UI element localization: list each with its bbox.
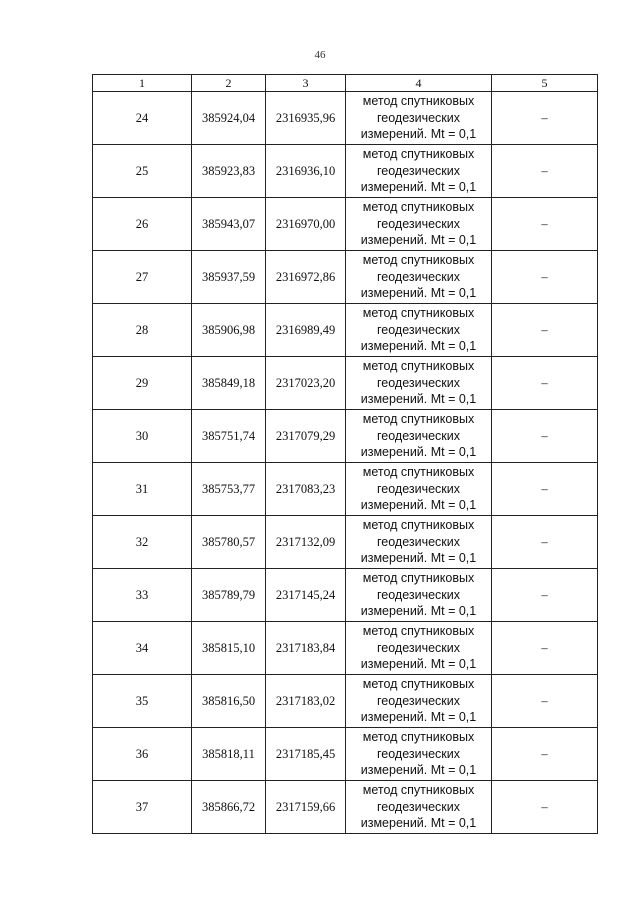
table-row	[93, 728, 598, 781]
method-line: геодезических	[376, 216, 460, 231]
x-coordinate-cell: 385816,50	[192, 675, 266, 728]
method-line: геодезических	[376, 110, 460, 125]
note-cell: –	[492, 622, 598, 675]
note-cell: –	[492, 92, 598, 145]
x-coordinate-cell: 385818,11	[192, 728, 266, 781]
table-row	[93, 92, 598, 145]
method-cell	[346, 781, 492, 834]
method-line: геодезических	[376, 799, 460, 814]
column-header-4: 4	[346, 75, 492, 92]
point-number-cell: 37	[93, 781, 192, 834]
point-number-cell: 36	[93, 728, 192, 781]
y-coordinate-cell: 2316989,49	[266, 304, 346, 357]
point-number-cell: 25	[93, 145, 192, 198]
point-number-cell: 33	[93, 569, 192, 622]
method-line: измерений. Mt = 0,1	[360, 551, 477, 566]
column-header-2: 2	[192, 75, 266, 92]
table-row	[93, 622, 598, 675]
point-number-cell: 27	[93, 251, 192, 304]
point-number-cell: 28	[93, 304, 192, 357]
method-line: метод спутниковых	[362, 147, 475, 162]
point-number-cell: 34	[93, 622, 192, 675]
method-line: геодезических	[376, 375, 460, 390]
page-number: 46	[314, 49, 326, 61]
method-line: измерений. Mt = 0,1	[360, 445, 477, 460]
note-cell: –	[492, 304, 598, 357]
note-cell: –	[492, 675, 598, 728]
coordinates-table	[92, 74, 598, 834]
method-line: метод спутниковых	[362, 730, 475, 745]
note-cell: –	[492, 145, 598, 198]
x-coordinate-cell: 385815,10	[192, 622, 266, 675]
method-line: метод спутниковых	[362, 624, 475, 639]
method-line: геодезических	[376, 693, 460, 708]
x-coordinate-cell: 385943,07	[192, 198, 266, 251]
method-cell	[346, 569, 492, 622]
method-cell	[346, 92, 492, 145]
method-line: измерений. Mt = 0,1	[360, 233, 477, 248]
x-coordinate-cell: 385789,79	[192, 569, 266, 622]
point-number-cell: 31	[93, 463, 192, 516]
method-cell	[346, 198, 492, 251]
y-coordinate-cell: 2317079,29	[266, 410, 346, 463]
table-row	[93, 304, 598, 357]
method-cell	[346, 410, 492, 463]
method-line: геодезических	[376, 428, 460, 443]
table-row	[93, 145, 598, 198]
note-cell: –	[492, 410, 598, 463]
y-coordinate-cell: 2317083,23	[266, 463, 346, 516]
y-coordinate-cell: 2316972,86	[266, 251, 346, 304]
point-number-cell: 26	[93, 198, 192, 251]
note-cell: –	[492, 781, 598, 834]
table-row	[93, 251, 598, 304]
method-line: метод спутниковых	[362, 677, 475, 692]
point-number-cell: 35	[93, 675, 192, 728]
table-row	[93, 198, 598, 251]
x-coordinate-cell: 385937,59	[192, 251, 266, 304]
method-line: метод спутниковых	[362, 412, 475, 427]
y-coordinate-cell: 2317185,45	[266, 728, 346, 781]
column-header-3: 3	[266, 75, 346, 92]
point-number-cell: 30	[93, 410, 192, 463]
table-row	[93, 675, 598, 728]
method-cell	[346, 357, 492, 410]
method-cell	[346, 675, 492, 728]
method-line: геодезических	[376, 163, 460, 178]
method-line: геодезических	[376, 587, 460, 602]
method-line: измерений. Mt = 0,1	[360, 604, 477, 619]
method-line: метод спутниковых	[362, 94, 475, 109]
note-cell: –	[492, 569, 598, 622]
x-coordinate-cell: 385751,74	[192, 410, 266, 463]
point-number-cell: 32	[93, 516, 192, 569]
method-cell	[346, 622, 492, 675]
y-coordinate-cell: 2317183,84	[266, 622, 346, 675]
method-line: измерений. Mt = 0,1	[360, 392, 477, 407]
x-coordinate-cell: 385753,77	[192, 463, 266, 516]
y-coordinate-cell: 2317132,09	[266, 516, 346, 569]
point-number-cell: 29	[93, 357, 192, 410]
method-line: метод спутниковых	[362, 306, 475, 321]
method-line: измерений. Mt = 0,1	[360, 339, 477, 354]
method-line: геодезических	[376, 534, 460, 549]
method-line: метод спутниковых	[362, 253, 475, 268]
table-row	[93, 463, 598, 516]
method-line: геодезических	[376, 481, 460, 496]
note-cell: –	[492, 463, 598, 516]
point-number-cell: 24	[93, 92, 192, 145]
column-header-1: 1	[93, 75, 192, 92]
note-cell: –	[492, 516, 598, 569]
method-line: измерений. Mt = 0,1	[360, 816, 477, 831]
method-cell	[346, 145, 492, 198]
column-header-5: 5	[492, 75, 598, 92]
method-line: метод спутниковых	[362, 200, 475, 215]
x-coordinate-cell: 385906,98	[192, 304, 266, 357]
y-coordinate-cell: 2316935,96	[266, 92, 346, 145]
method-line: измерений. Mt = 0,1	[360, 657, 477, 672]
table-header-row	[93, 75, 598, 92]
y-coordinate-cell: 2317159,66	[266, 781, 346, 834]
y-coordinate-cell: 2316936,10	[266, 145, 346, 198]
method-line: измерений. Mt = 0,1	[360, 763, 477, 778]
table-row	[93, 781, 598, 834]
method-line: метод спутниковых	[362, 359, 475, 374]
method-cell	[346, 728, 492, 781]
method-line: геодезических	[376, 322, 460, 337]
y-coordinate-cell: 2316970,00	[266, 198, 346, 251]
x-coordinate-cell: 385923,83	[192, 145, 266, 198]
note-cell: –	[492, 251, 598, 304]
method-line: метод спутниковых	[362, 518, 475, 533]
method-line: измерений. Mt = 0,1	[360, 127, 477, 142]
method-line: измерений. Mt = 0,1	[360, 498, 477, 513]
method-line: геодезических	[376, 269, 460, 284]
method-line: измерений. Mt = 0,1	[360, 286, 477, 301]
method-line: метод спутниковых	[362, 571, 475, 586]
y-coordinate-cell: 2317023,20	[266, 357, 346, 410]
method-cell	[346, 304, 492, 357]
note-cell: –	[492, 728, 598, 781]
method-cell	[346, 463, 492, 516]
table-row	[93, 357, 598, 410]
x-coordinate-cell: 385866,72	[192, 781, 266, 834]
y-coordinate-cell: 2317145,24	[266, 569, 346, 622]
y-coordinate-cell: 2317183,02	[266, 675, 346, 728]
table-row	[93, 516, 598, 569]
method-cell	[346, 251, 492, 304]
method-line: измерений. Mt = 0,1	[360, 180, 477, 195]
table-row	[93, 569, 598, 622]
x-coordinate-cell: 385849,18	[192, 357, 266, 410]
method-line: геодезических	[376, 640, 460, 655]
x-coordinate-cell: 385780,57	[192, 516, 266, 569]
method-cell	[346, 516, 492, 569]
method-line: метод спутниковых	[362, 465, 475, 480]
note-cell: –	[492, 357, 598, 410]
method-line: метод спутниковых	[362, 783, 475, 798]
method-line: измерений. Mt = 0,1	[360, 710, 477, 725]
x-coordinate-cell: 385924,04	[192, 92, 266, 145]
note-cell: –	[492, 198, 598, 251]
method-line: геодезических	[376, 746, 460, 761]
table-row	[93, 410, 598, 463]
